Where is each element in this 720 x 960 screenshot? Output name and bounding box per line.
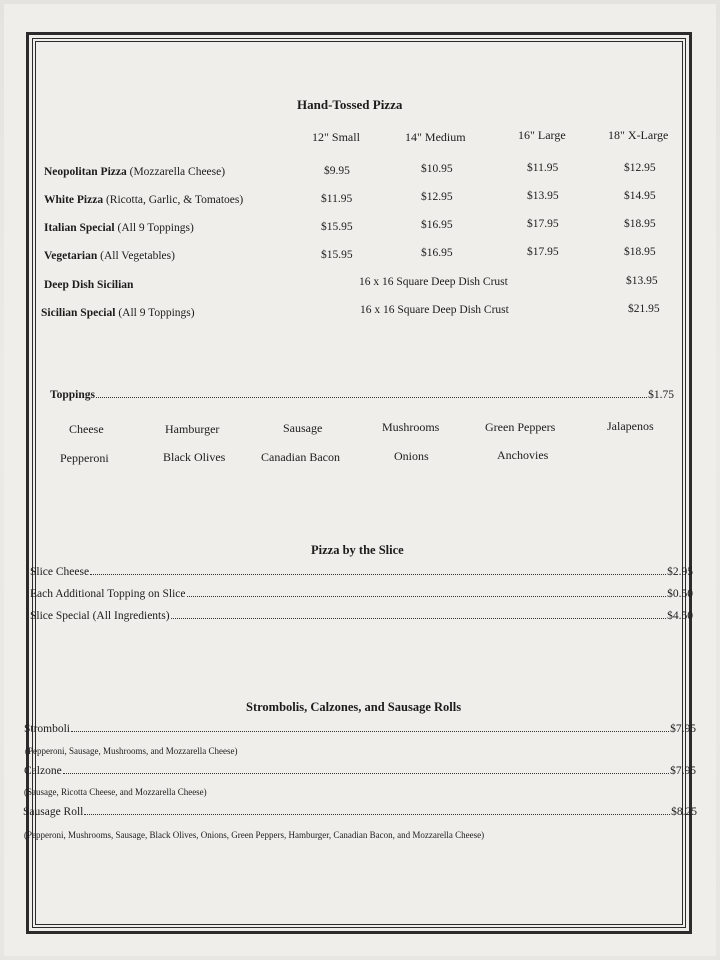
topping-item: Mushrooms [382, 420, 440, 434]
item-name: Neopolitan Pizza [44, 166, 127, 178]
item-note: (All Vegetables) [100, 250, 175, 262]
topping-item: Green Peppers [485, 420, 556, 434]
size-header-small: 12" Small [312, 130, 360, 144]
dot-leader [187, 596, 667, 597]
stromboli-price: $7.95 [670, 723, 696, 735]
item-name: White Pizza [44, 194, 104, 206]
price-large: $11.95 [527, 162, 559, 174]
price-small: $9.95 [324, 165, 350, 177]
slice-price: $2.95 [667, 566, 693, 578]
slice-label: Slice Special (All Ingredients) [30, 610, 170, 622]
item-note: (Mozzarella Cheese) [129, 166, 226, 178]
hand-tossed-title: Hand-Tossed Pizza [297, 97, 403, 112]
menu-item-sicilian-special [41, 307, 195, 319]
price-medium: $16.95 [421, 247, 453, 259]
price-sicilian-special: $21.95 [628, 303, 660, 315]
topping-item: Canadian Bacon [261, 450, 340, 464]
crust-description: 16 x 16 Square Deep Dish Crust [360, 304, 509, 316]
menu-item-white-pizza [44, 194, 243, 206]
price-medium: $12.95 [421, 191, 453, 203]
sausage-roll-price: $8.25 [671, 806, 697, 818]
item-name: Italian Special [44, 222, 115, 234]
slice-label: Each Additional Topping on Slice [30, 588, 186, 600]
toppings-price: $1.75 [648, 389, 674, 401]
menu-item-neopolitan [44, 166, 225, 178]
item-note: (All 9 Toppings) [117, 222, 194, 234]
stromboli-row [24, 723, 696, 735]
slice-section-title: Pizza by the Slice [311, 543, 404, 557]
dot-leader [90, 574, 666, 575]
calzone-label: Calzone [24, 765, 62, 777]
item-note: (All 9 Toppings) [118, 307, 195, 319]
slice-row [30, 610, 693, 622]
price-sicilian: $13.95 [626, 275, 658, 287]
size-header-xlarge: 18" X-Large [608, 128, 669, 142]
price-large: $17.95 [527, 218, 559, 230]
price-medium: $10.95 [421, 163, 453, 175]
slice-label: Slice Cheese [30, 566, 90, 578]
slice-price: $4.50 [667, 610, 693, 622]
size-header-large: 16" Large [518, 128, 566, 142]
calzone-description: (Sausage, Ricotta Cheese, and Mozzarella Cheese) [24, 787, 207, 797]
price-large: $17.95 [527, 246, 559, 258]
topping-item: Black Olives [163, 450, 226, 464]
price-xlarge: $18.95 [624, 218, 656, 230]
price-small: $15.95 [321, 221, 353, 233]
slice-row [30, 588, 693, 600]
slice-price: $0.50 [667, 588, 693, 600]
sausage-roll-description: (Pepperoni, Mushrooms, Sausage, Black Olives, Onions, Green Peppers, Hamburger, Canadian Bacon, and Mozzarella Cheese) [24, 830, 485, 840]
calzone-price: $7.95 [670, 765, 696, 777]
topping-item: Anchovies [497, 448, 549, 462]
dot-leader [63, 773, 669, 774]
price-medium: $16.95 [421, 219, 453, 231]
topping-item: Sausage [283, 421, 323, 435]
item-note: (Ricotta, Garlic, & Tomatoes) [105, 194, 244, 206]
topping-item: Onions [394, 449, 429, 463]
stromboli-label: Stromboli [24, 723, 71, 735]
item-name: Vegetarian [44, 250, 98, 262]
menu-item-italian-special [44, 222, 194, 234]
price-large: $13.95 [527, 190, 559, 202]
size-header-medium: 14" Medium [405, 130, 466, 144]
crust-description: 16 x 16 Square Deep Dish Crust [359, 276, 508, 288]
dot-leader [96, 397, 647, 398]
stromboli-description: (Pepperoni, Sausage, Mushrooms, and Mozzarella Cheese) [25, 746, 238, 756]
item-name: Sicilian Special [41, 307, 116, 319]
sausage-roll-label: Sausage Roll [23, 806, 84, 818]
dot-leader [71, 731, 669, 732]
topping-item: Jalapenos [607, 419, 654, 433]
price-small: $15.95 [321, 249, 353, 261]
topping-item: Cheese [69, 422, 104, 436]
menu-item-deep-dish-sicilian [44, 279, 133, 291]
item-name: Deep Dish Sicilian [44, 279, 134, 291]
topping-item: Pepperoni [60, 451, 109, 465]
calzone-row [24, 765, 696, 777]
slice-row [30, 566, 693, 578]
price-xlarge: $12.95 [624, 162, 656, 174]
dot-leader [171, 618, 667, 619]
menu-item-vegetarian [44, 250, 175, 262]
toppings-label: Toppings [50, 389, 95, 401]
topping-item: Hamburger [165, 422, 220, 436]
stromboli-section-title: Strombolis, Calzones, and Sausage Rolls [246, 700, 462, 714]
toppings-line [50, 389, 674, 401]
price-small: $11.95 [321, 193, 353, 205]
sausage-roll-row [23, 806, 697, 818]
price-xlarge: $18.95 [624, 246, 656, 258]
dot-leader [84, 814, 670, 815]
price-xlarge: $14.95 [624, 190, 656, 202]
